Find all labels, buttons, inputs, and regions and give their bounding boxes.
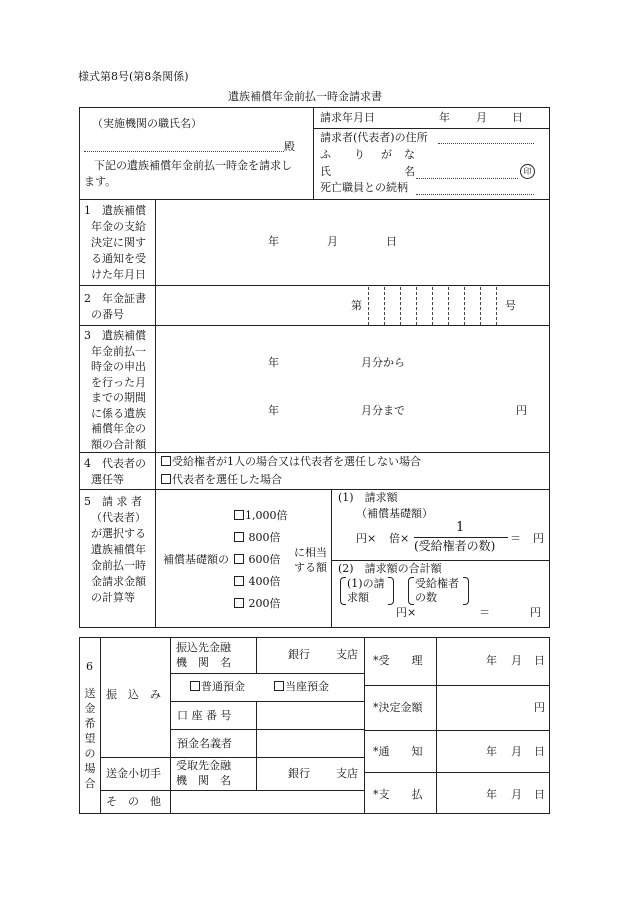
relation-label: 死亡職員との続柄 bbox=[320, 181, 408, 194]
notice-year[interactable]: 年 bbox=[486, 745, 497, 758]
payment-label: *支 払 bbox=[373, 788, 423, 801]
row5-label: 5 請 求 者 （代表者） が選択する 遺族補償年 金前払一時 金請求金額 の計算等 bbox=[84, 495, 146, 604]
checkbox-icon[interactable] bbox=[274, 681, 284, 691]
receipt-month[interactable]: 月 bbox=[511, 654, 522, 667]
request-text-2: ます。 bbox=[84, 175, 117, 188]
decision-yen: 円 bbox=[534, 701, 545, 714]
request-date-label: 請求年月日 bbox=[320, 111, 375, 124]
total-yen: 円 bbox=[516, 404, 527, 417]
payment-month[interactable]: 月 bbox=[511, 788, 522, 801]
checkbox-icon[interactable] bbox=[234, 532, 244, 542]
calc2-b1: 受給権者 bbox=[415, 577, 459, 590]
period-to-year[interactable]: 年 bbox=[268, 404, 279, 417]
request-date-year[interactable]: 年 bbox=[439, 111, 450, 124]
branch-name-field[interactable]: 支店 bbox=[336, 648, 358, 661]
calc2-title: (2) 請求額の合計額 bbox=[338, 562, 442, 575]
multiplier-200[interactable]: 200倍 bbox=[234, 597, 281, 611]
address-field[interactable] bbox=[438, 143, 534, 144]
row1-label: 1 遺族補償 年金の支給 決定に関す る通知を受 けた年月日 bbox=[84, 204, 146, 281]
certificate-suffix: 号 bbox=[505, 299, 516, 312]
period-to-month[interactable]: 月分まで bbox=[361, 404, 405, 417]
bank-name-field[interactable]: 銀行 bbox=[288, 648, 310, 661]
calc2-a1: (1)の請 bbox=[347, 577, 385, 590]
furigana-1: ふ bbox=[320, 148, 331, 161]
furigana-2: り bbox=[354, 148, 365, 161]
address-label: 請求者(代表者)の住所 bbox=[320, 131, 428, 144]
bank-label-1: 振込先金融 bbox=[176, 641, 231, 654]
row2-label: 2 年金証書 の番号 bbox=[84, 292, 146, 321]
period-from-year[interactable]: 年 bbox=[268, 356, 279, 369]
payment-day[interactable]: 日 bbox=[534, 788, 545, 801]
calc1-title: (1) 請求額 bbox=[338, 491, 398, 504]
calc1-times: 倍× bbox=[389, 532, 410, 545]
checkbox-icon[interactable] bbox=[234, 598, 244, 608]
receiving-bank-field[interactable]: 銀行 bbox=[288, 767, 310, 780]
certificate-number-field[interactable] bbox=[368, 289, 498, 323]
checkbox-icon[interactable] bbox=[190, 681, 200, 691]
account-number-field[interactable] bbox=[257, 702, 363, 728]
receiving-branch-field[interactable]: 支店 bbox=[336, 767, 358, 780]
notice-month[interactable]: 月 bbox=[511, 745, 522, 758]
request-date-month[interactable]: 月 bbox=[476, 111, 487, 124]
check-label: 送金小切手 bbox=[106, 767, 161, 780]
form-number: 様式第8号(第8条関係) bbox=[78, 70, 189, 83]
calc2-a2: 求額 bbox=[347, 591, 369, 604]
checkbox-icon[interactable] bbox=[234, 510, 244, 520]
furigana-3: が bbox=[381, 148, 392, 161]
checkbox-icon[interactable] bbox=[161, 474, 171, 484]
section6-number: 6 bbox=[86, 660, 93, 673]
receipt-label: *受 理 bbox=[373, 654, 423, 667]
notice-label: *通 知 bbox=[373, 745, 423, 758]
account-holder-label: 預金名義者 bbox=[177, 737, 232, 750]
base-amount-label: 補償基礎額の bbox=[163, 553, 229, 566]
institution-field[interactable] bbox=[84, 151, 284, 152]
transfer-label: 振 込 み bbox=[106, 688, 161, 701]
other-label: そ の 他 bbox=[106, 795, 161, 808]
account-holder-field[interactable] bbox=[257, 730, 363, 756]
receipt-day[interactable]: 日 bbox=[534, 654, 545, 667]
calc2-equals: ＝ bbox=[479, 606, 490, 619]
name-field[interactable] bbox=[416, 178, 518, 179]
certificate-prefix: 第 bbox=[351, 299, 362, 312]
request-text: 下記の遺族補償年金前払一時金を請求し bbox=[94, 159, 292, 172]
receipt-year[interactable]: 年 bbox=[486, 654, 497, 667]
bank-label-2: 機 関 名 bbox=[176, 656, 231, 669]
row1-month[interactable]: 月 bbox=[327, 235, 338, 248]
multiplier-800[interactable]: 800倍 bbox=[234, 531, 281, 545]
notice-day[interactable]: 日 bbox=[534, 745, 545, 758]
receiving-bank-label-2: 機 関 名 bbox=[176, 774, 231, 787]
multiplier-600[interactable]: 600倍 bbox=[234, 553, 281, 567]
honorific: 殿 bbox=[284, 140, 295, 153]
calc1-equals: ＝ bbox=[510, 532, 521, 545]
representative-option-2[interactable]: 代表者を選任した場合 bbox=[161, 473, 282, 487]
row1-day[interactable]: 日 bbox=[386, 235, 397, 248]
decision-label: *決定金額 bbox=[373, 701, 423, 714]
account-number-label: 口 座 番 号 bbox=[177, 709, 232, 722]
seal-mark: 印 bbox=[520, 164, 535, 179]
fraction-bar bbox=[414, 537, 508, 538]
form-title: 遺族補償年金前払一時金請求書 bbox=[228, 90, 382, 103]
equivalent-label-2: する額 bbox=[294, 561, 327, 574]
name-label-1: 氏 bbox=[320, 165, 331, 178]
savings-option[interactable]: 普通預金 bbox=[190, 680, 245, 694]
receiving-bank-label-1: 受取先金融 bbox=[176, 759, 231, 772]
furigana-4: な bbox=[404, 148, 415, 161]
row1-year[interactable]: 年 bbox=[268, 235, 279, 248]
calc2-yen: 円× bbox=[396, 606, 417, 619]
multiplier-1000[interactable]: 1,000倍 bbox=[234, 509, 288, 523]
relation-field[interactable] bbox=[416, 194, 534, 195]
calc1-subtitle: （補償基礎額） bbox=[356, 507, 433, 520]
multiplier-400[interactable]: 400倍 bbox=[234, 575, 281, 589]
calc1-yen: 円× bbox=[356, 532, 377, 545]
calc2-b2: の数 bbox=[415, 591, 437, 604]
calc1-denominator: (受給権者の数) bbox=[414, 539, 496, 553]
name-label-2: 名 bbox=[404, 165, 415, 178]
calc1-result-yen: 円 bbox=[533, 532, 544, 545]
checkbox-icon[interactable] bbox=[234, 576, 244, 586]
representative-option-1[interactable]: 受給権者が1人の場合又は代表者を選任しない場合 bbox=[161, 455, 421, 469]
other-field[interactable] bbox=[171, 791, 363, 813]
row3-label: 3 遺族補償 年金前払一 時金の申出 を行った月 までの期間 に係る遺族 補償年金の 額の合計額 bbox=[84, 329, 146, 451]
calc2-result-yen: 円 bbox=[530, 606, 541, 619]
institution-label: （実施機関の職氏名） bbox=[92, 117, 202, 130]
payment-year[interactable]: 年 bbox=[486, 788, 497, 801]
row4-label: 4 代表者の 選任等 bbox=[84, 457, 146, 486]
checking-option[interactable]: 当座預金 bbox=[274, 680, 329, 694]
section6-label: 送金希望の場合 bbox=[84, 687, 96, 790]
request-date-day[interactable]: 日 bbox=[512, 111, 523, 124]
calc1-numerator: 1 bbox=[456, 520, 465, 535]
checkbox-icon[interactable] bbox=[161, 456, 171, 466]
equivalent-label-1: に相当 bbox=[294, 546, 327, 559]
checkbox-icon[interactable] bbox=[234, 554, 244, 564]
period-from-month[interactable]: 月分から bbox=[361, 356, 405, 369]
